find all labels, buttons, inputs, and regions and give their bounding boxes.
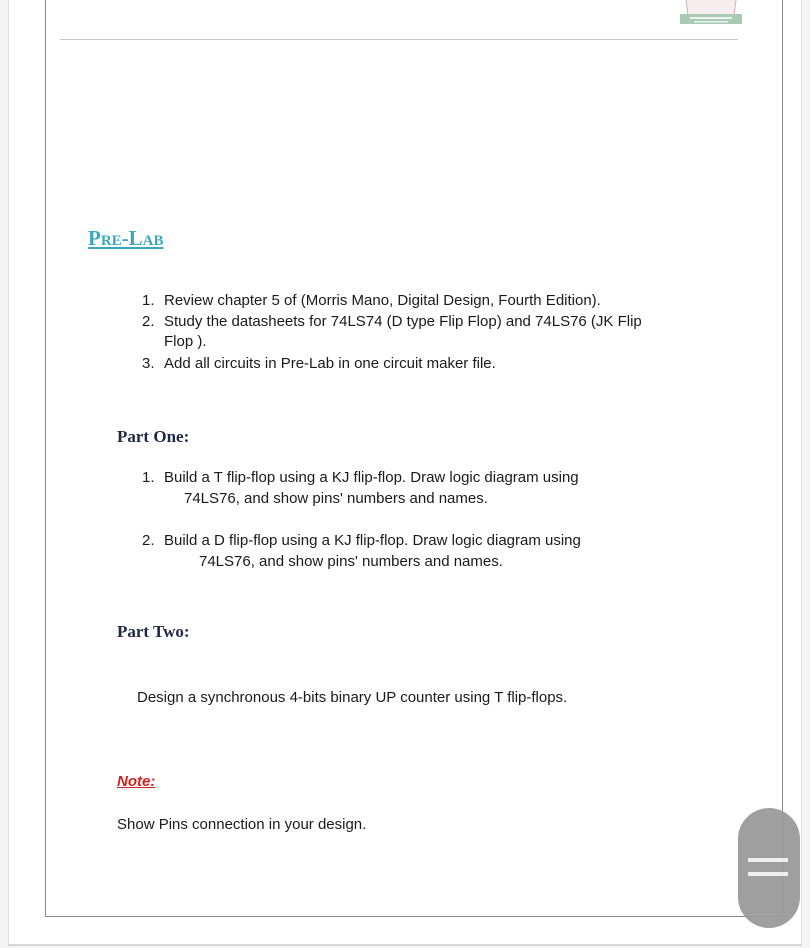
list-item: Build a D flip-flop using a KJ flip-flop. Draw logic diagram using xyxy=(164,532,581,549)
list-item: Review chapter 5 of (Morris Mano, Digital Design, Fourth Edition). xyxy=(164,292,601,309)
list-item-continued: 74LS76, and show pins' numbers and names. xyxy=(184,490,488,507)
list-item-continued: Flop ). xyxy=(164,333,207,350)
list-item: Build a T flip-flop using a KJ flip-flop. Draw logic diagram using xyxy=(164,469,579,486)
university-logo xyxy=(676,0,746,26)
list-item: Study the datasheets for 74LS74 (D type Flip Flop) and 74LS76 (JK Flip xyxy=(164,313,642,330)
list-item-continued: 74LS76, and show pins' numbers and names. xyxy=(199,553,503,570)
list-number: 1. xyxy=(142,292,155,309)
list-number: 1. xyxy=(142,469,155,486)
part-two-heading: Part Two: xyxy=(117,622,190,641)
scrollbar-handle[interactable] xyxy=(738,808,800,928)
part-one-heading: Part One: xyxy=(117,427,190,446)
list-item: Add all circuits in Pre-Lab in one circuit maker file. xyxy=(164,355,496,372)
note-text: Show Pins connection in your design. xyxy=(117,816,367,833)
header-divider xyxy=(60,39,738,40)
note-label: Note: xyxy=(117,773,156,790)
document-page xyxy=(45,0,783,917)
list-number: 2. xyxy=(142,313,155,330)
list-number: 2. xyxy=(142,532,155,549)
part-two-text: Design a synchronous 4-bits binary UP counter using T flip-flops. xyxy=(137,689,568,706)
prelab-heading: Pre-Lab xyxy=(88,226,164,250)
list-number: 3. xyxy=(142,355,155,372)
